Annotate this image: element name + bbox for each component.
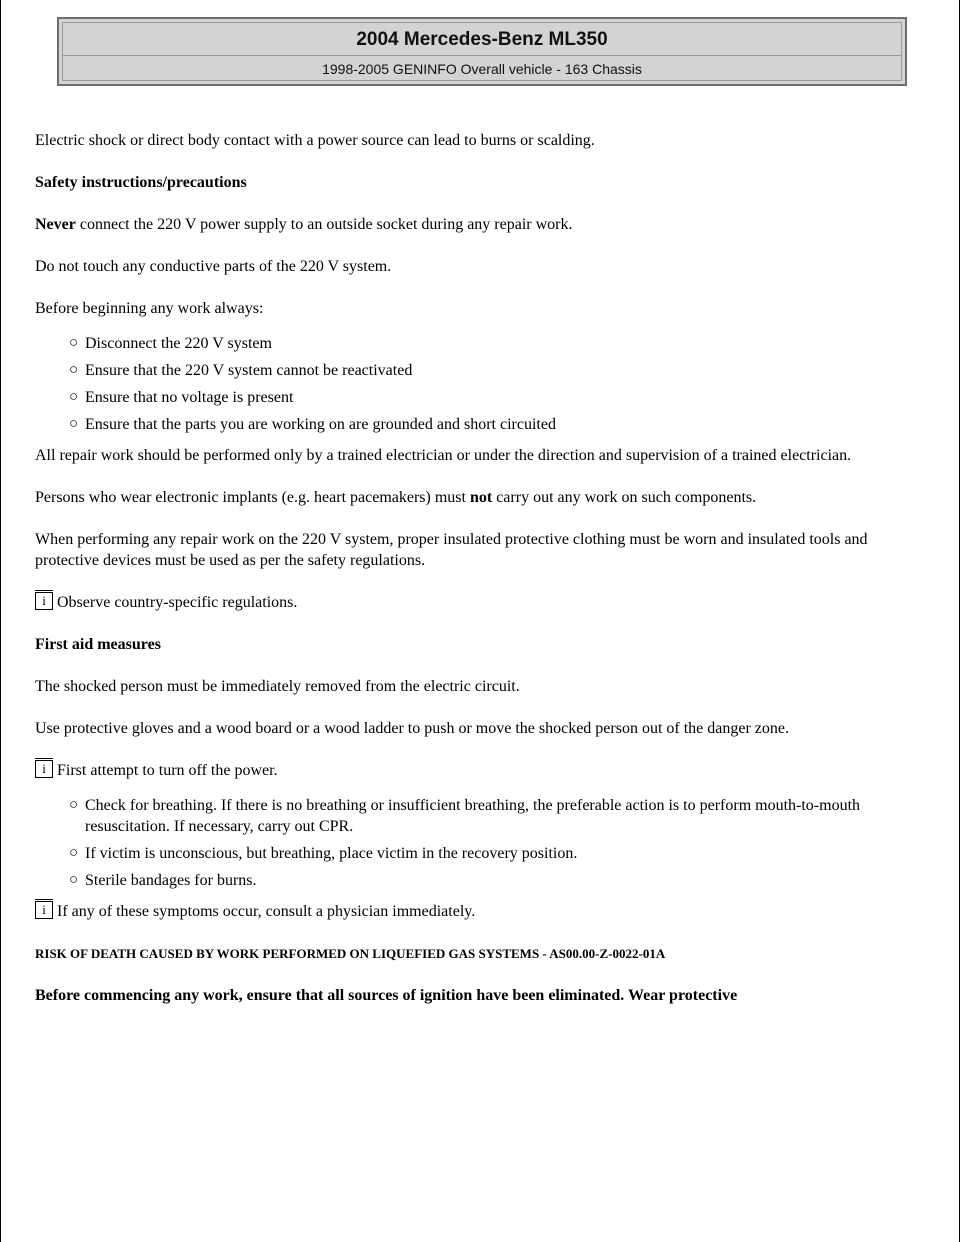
paragraph-ignition-sources: Before commencing any work, ensure that all sources of ignition have been eliminated. Wear protective bbox=[35, 987, 738, 1004]
info-note-icon: i bbox=[35, 760, 53, 778]
paragraph-do-not-touch: Do not touch any conductive parts of the 220 V system. bbox=[35, 258, 392, 275]
paragraph-never-connect: Never connect the 220 V power supply to an outside socket during any repair work. bbox=[35, 216, 573, 233]
info-note-icon: i bbox=[35, 901, 53, 919]
list-item: ○ Check for breathing. If there is no breathing or insufficient breathing, the preferable action is to perform mouth-to-mouth resuscitation. If necessary, carry out CPR. bbox=[69, 797, 861, 835]
list-item: ○ Ensure that the 220 V system cannot be reactivated bbox=[69, 362, 413, 379]
paragraph-protective-gloves: Use protective gloves and a wood board or a wood ladder to push or move the shocked person out of the danger zone. bbox=[35, 720, 790, 737]
circle-bullet: ○ bbox=[69, 845, 79, 861]
circle-bullet: ○ bbox=[69, 362, 79, 378]
circle-bullet: ○ bbox=[69, 335, 79, 351]
list-item: ○ If victim is unconscious, but breathing, place victim in the recovery position. bbox=[69, 845, 578, 862]
list-item: ○ Sterile bandages for burns. bbox=[69, 872, 257, 889]
paragraph-trained-electrician: All repair work should be performed only by a trained electrician or under the direction and supervision of a trained electrician. bbox=[35, 447, 852, 464]
header-divider bbox=[62, 55, 902, 56]
info-note-icon: i bbox=[35, 592, 53, 610]
note-turn-off-power: i First attempt to turn off the power. bbox=[35, 760, 915, 781]
header-subtitle: 1998-2005 GENINFO Overall vehicle - 163 Chassis bbox=[322, 61, 642, 77]
page-left-edge bbox=[0, 0, 1, 1242]
header-title: 2004 Mercedes-Benz ML350 bbox=[356, 29, 608, 50]
paragraph-shock-warning: Electric shock or direct body contact with a power source can lead to burns or scalding. bbox=[35, 132, 595, 149]
list-item: ○ Ensure that the parts you are working on are grounded and short circuited bbox=[69, 416, 556, 433]
note-consult-physician: i If any of these symptoms occur, consult a physician immediately. bbox=[35, 901, 915, 922]
list-item: ○ Ensure that no voltage is present bbox=[69, 389, 294, 406]
list-before-work bbox=[35, 333, 915, 435]
note-country-regulations: i Observe country-specific regulations. bbox=[35, 592, 915, 613]
paragraph-implants: Persons who wear electronic implants (e.g. heart pacemakers) must not carry out any work on such components. bbox=[35, 489, 757, 506]
paragraph-protective-clothing: When performing any repair work on the 220 V system, proper insulated protective clothing must be worn and insulated tools and protective devices must be used as per the safety regulations. bbox=[35, 531, 868, 569]
paragraph-remove-person: The shocked person must be immediately removed from the electric circuit. bbox=[35, 678, 520, 695]
circle-bullet: ○ bbox=[69, 416, 79, 432]
heading-liquefied-gas-risk: RISK OF DEATH CAUSED BY WORK PERFORMED ON LIQUEFIED GAS SYSTEMS - AS00.00-Z-0022-01A bbox=[35, 946, 666, 961]
circle-bullet: ○ bbox=[69, 872, 79, 888]
paragraph-before-work: Before beginning any work always: bbox=[35, 300, 264, 317]
circle-bullet: ○ bbox=[69, 389, 79, 405]
heading-safety-instructions: Safety instructions/precautions bbox=[35, 174, 247, 191]
list-first-aid bbox=[35, 795, 915, 891]
circle-bullet: ○ bbox=[69, 797, 79, 813]
document-header bbox=[57, 17, 907, 86]
list-item: ○ Disconnect the 220 V system bbox=[69, 335, 272, 352]
document-body bbox=[35, 130, 915, 1027]
heading-first-aid: First aid measures bbox=[35, 636, 161, 653]
